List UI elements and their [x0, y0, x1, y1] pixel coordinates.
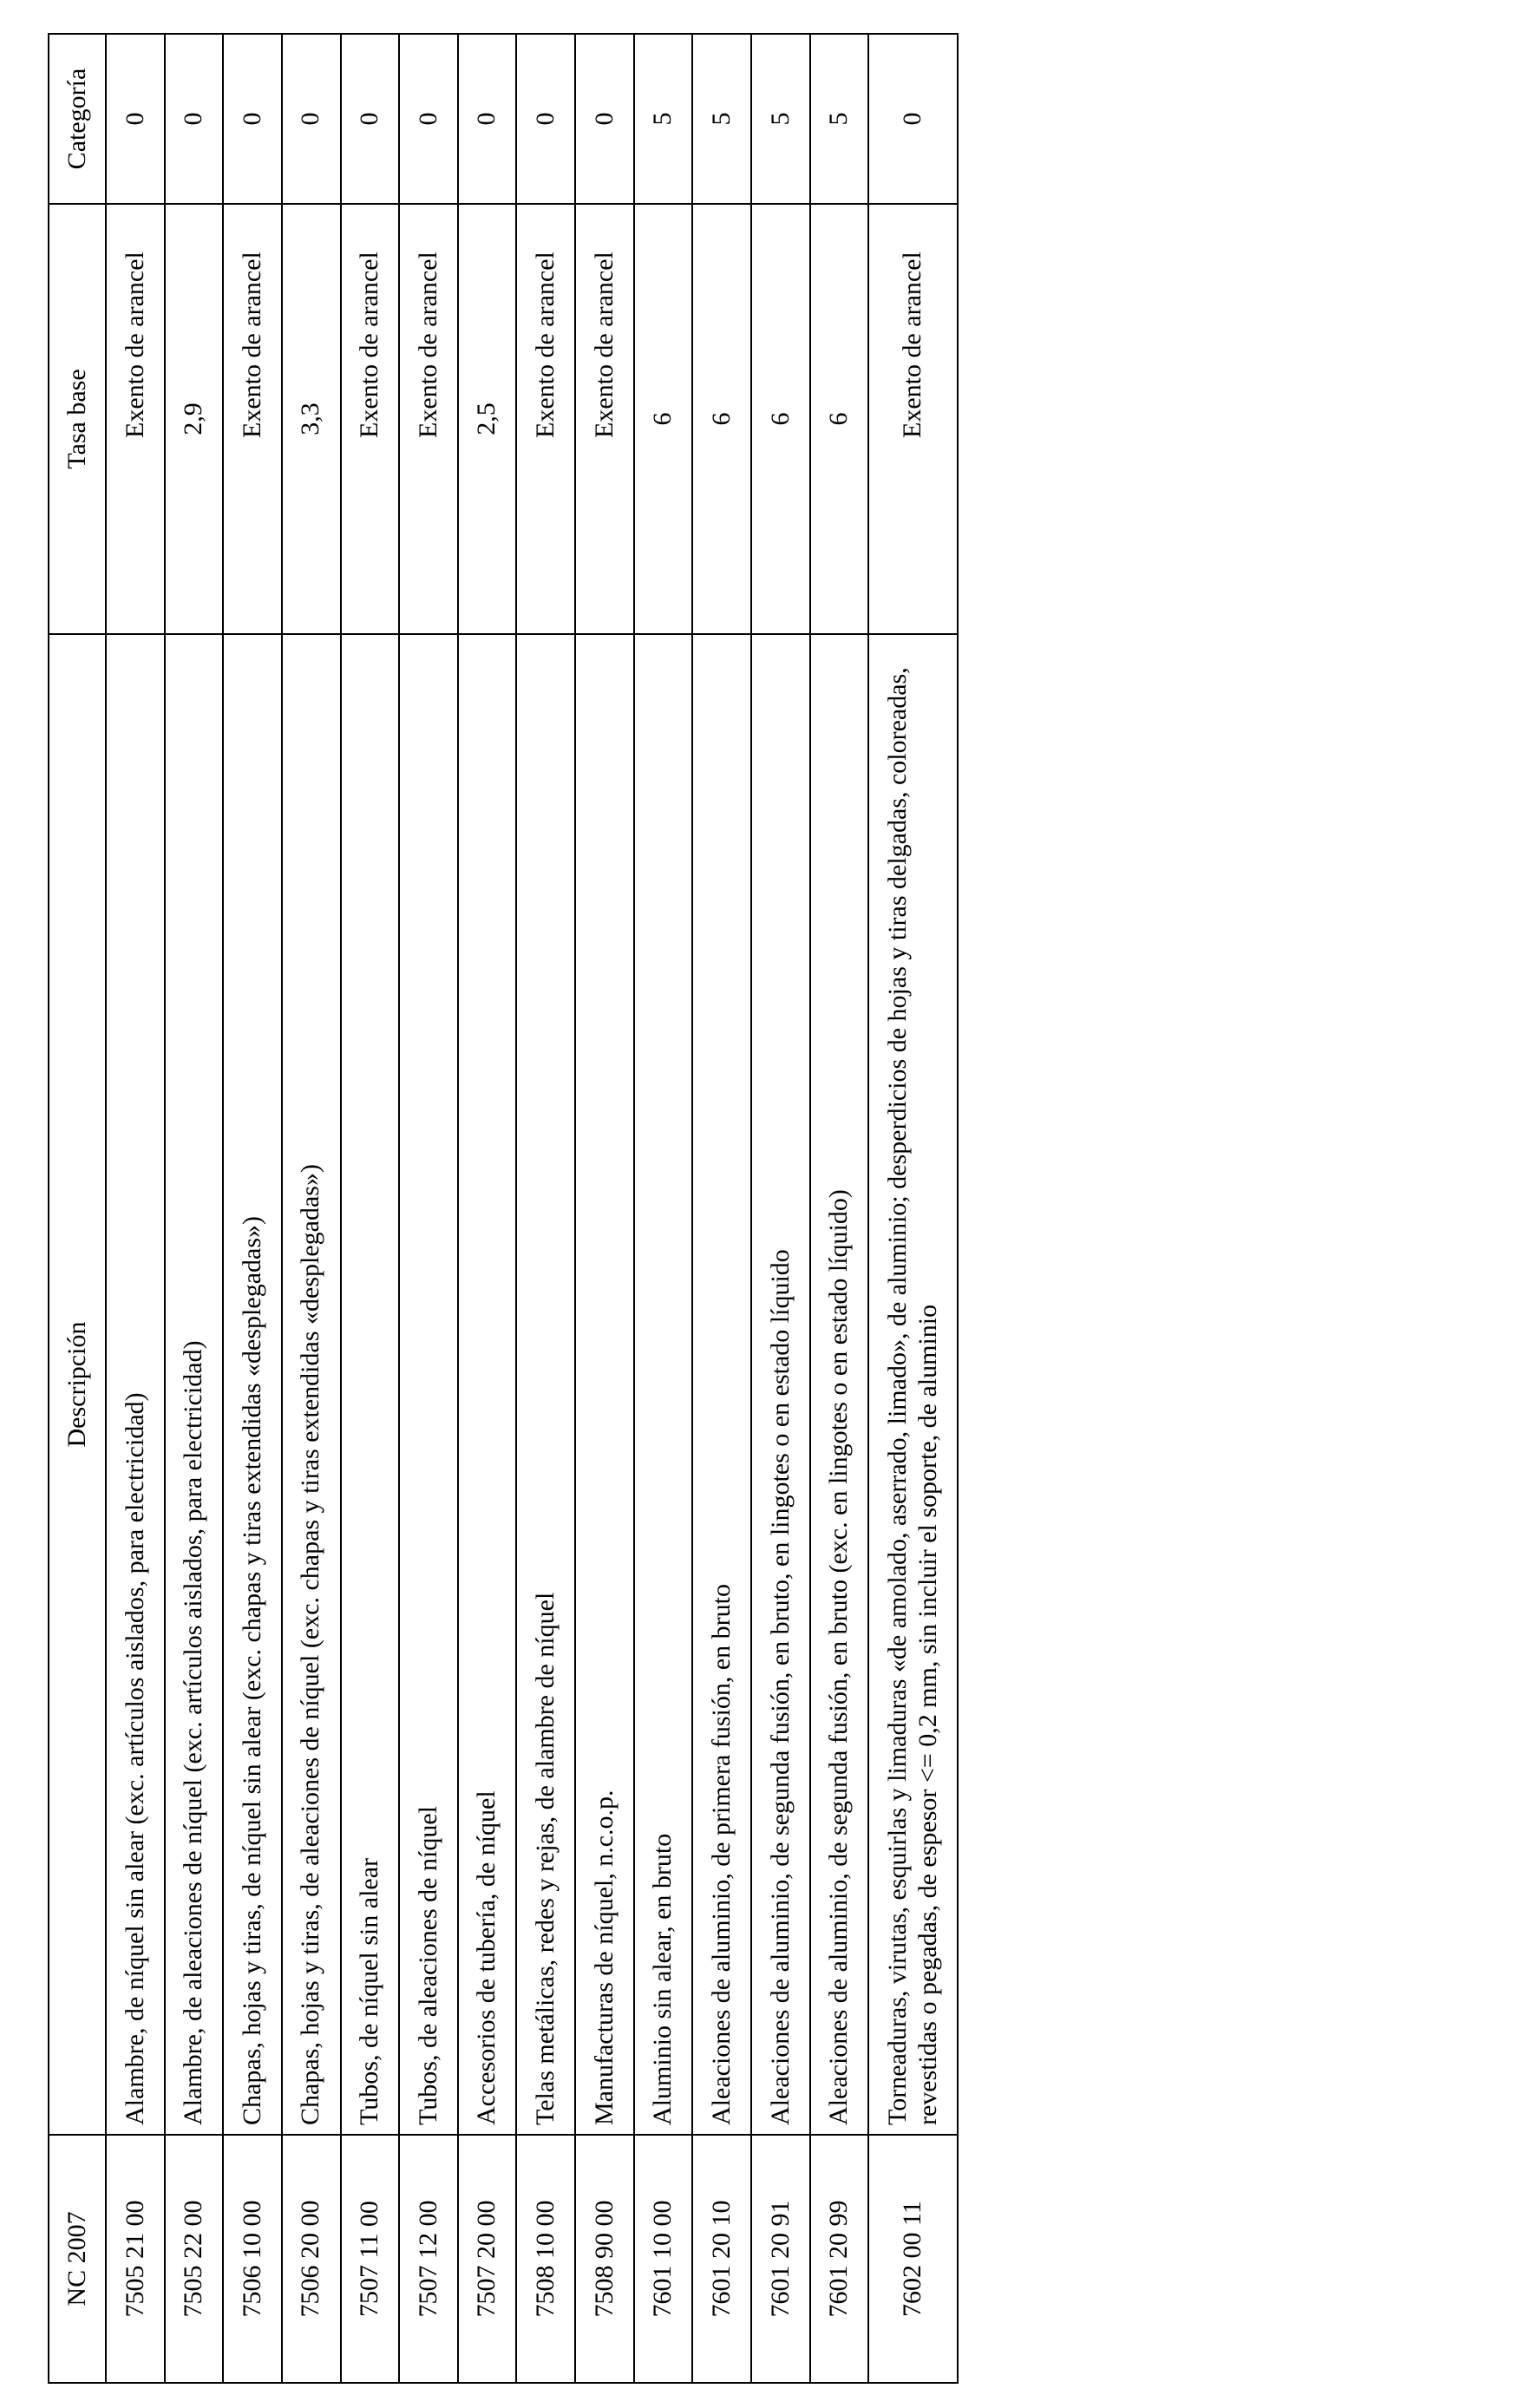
cell-categoria: 5 — [810, 34, 869, 204]
cell-tasa-base: Exento de arancel — [868, 204, 958, 634]
table-row — [399, 34, 458, 2383]
cell-nc: 7601 20 99 — [810, 2135, 869, 2383]
cell-descripcion: Torneaduras, virutas, esquirlas y limaduras «de amolado, aserrado, limado», de aluminio; desperdicios de hojas y tiras delgadas, coloreadas, revestidas o pegadas, de espesor <= 0,2 mm, sin incluir el soporte, de aluminio — [868, 634, 958, 2135]
table-header-row — [49, 34, 106, 2383]
cell-nc: 7506 10 00 — [223, 2135, 282, 2383]
cell-categoria: 0 — [106, 34, 165, 204]
table-row — [165, 34, 224, 2383]
cell-descripcion: Chapas, hojas y tiras, de aleaciones de níquel (exc. chapas y tiras extendidas «desplegadas») — [282, 634, 341, 2135]
cell-descripcion: Tubos, de níquel sin alear — [341, 634, 400, 2135]
table-row — [751, 34, 810, 2383]
tariff-table-rotated — [48, 35, 959, 2384]
cell-descripcion: Aleaciones de aluminio, de segunda fusión, en bruto, en lingotes o en estado líquido — [751, 634, 810, 2135]
cell-tasa-base: 3,3 — [282, 204, 341, 634]
table-row — [341, 34, 400, 2383]
cell-categoria: 0 — [516, 34, 575, 204]
cell-nc: 7505 22 00 — [165, 2135, 224, 2383]
cell-categoria: 0 — [282, 34, 341, 204]
cell-nc: 7508 10 00 — [516, 2135, 575, 2383]
table-row — [634, 34, 693, 2383]
cell-nc: 7601 10 00 — [634, 2135, 693, 2383]
cell-descripcion: Aluminio sin alear, en bruto — [634, 634, 693, 2135]
cell-tasa-base: Exento de arancel — [223, 204, 282, 634]
cell-categoria: 0 — [868, 34, 958, 204]
cell-tasa-base: Exento de arancel — [106, 204, 165, 634]
cell-nc: 7602 00 11 — [868, 2135, 958, 2383]
table-row — [282, 34, 341, 2383]
table-row — [575, 34, 634, 2383]
cell-descripcion: Tubos, de aleaciones de níquel — [399, 634, 458, 2135]
cell-nc: 7601 20 91 — [751, 2135, 810, 2383]
cell-tasa-base: 6 — [810, 204, 869, 634]
cell-descripcion: Chapas, hojas y tiras, de níquel sin alear (exc. chapas y tiras extendidas «desplegadas») — [223, 634, 282, 2135]
cell-tasa-base: 2,9 — [165, 204, 224, 634]
table-row — [106, 34, 165, 2383]
cell-categoria: 0 — [341, 34, 400, 204]
cell-categoria: 0 — [575, 34, 634, 204]
cell-nc: 7507 20 00 — [458, 2135, 517, 2383]
cell-descripcion: Alambre, de aleaciones de níquel (exc. artículos aislados, para electricidad) — [165, 634, 224, 2135]
cell-tasa-base: Exento de arancel — [575, 204, 634, 634]
table-row — [810, 34, 869, 2383]
cell-nc: 7601 20 10 — [692, 2135, 751, 2383]
cell-tasa-base: Exento de arancel — [399, 204, 458, 634]
header-categoria: Categoría — [49, 34, 106, 204]
table-row — [868, 34, 958, 2383]
cell-categoria: 0 — [458, 34, 517, 204]
table-row — [458, 34, 517, 2383]
cell-categoria: 5 — [751, 34, 810, 204]
cell-descripcion: Manufacturas de níquel, n.c.o.p. — [575, 634, 634, 2135]
cell-tasa-base: Exento de arancel — [341, 204, 400, 634]
cell-categoria: 0 — [165, 34, 224, 204]
cell-descripcion: Aleaciones de aluminio, de primera fusión, en bruto — [692, 634, 751, 2135]
cell-tasa-base: 6 — [751, 204, 810, 634]
cell-descripcion: Telas metálicas, redes y rejas, de alambre de níquel — [516, 634, 575, 2135]
cell-descripcion: Aleaciones de aluminio, de segunda fusión, en bruto (exc. en lingotes o en estado líquido) — [810, 634, 869, 2135]
table-row — [692, 34, 751, 2383]
cell-nc: 7506 20 00 — [282, 2135, 341, 2383]
table-row — [223, 34, 282, 2383]
header-descripcion: Descripción — [49, 634, 106, 2135]
cell-descripcion: Alambre, de níquel sin alear (exc. artículos aislados, para electricidad) — [106, 634, 165, 2135]
header-nc: NC 2007 — [49, 2135, 106, 2383]
cell-categoria: 0 — [399, 34, 458, 204]
cell-tasa-base: 6 — [692, 204, 751, 634]
table-row — [516, 34, 575, 2383]
cell-tasa-base: 6 — [634, 204, 693, 634]
cell-nc: 7507 12 00 — [399, 2135, 458, 2383]
cell-tasa-base: 2,5 — [458, 204, 517, 634]
cell-descripcion: Accesorios de tubería, de níquel — [458, 634, 517, 2135]
header-tasa-base: Tasa base — [49, 204, 106, 634]
cell-nc: 7507 11 00 — [341, 2135, 400, 2383]
cell-categoria: 0 — [223, 34, 282, 204]
cell-tasa-base: Exento de arancel — [516, 204, 575, 634]
cell-nc: 7508 90 00 — [575, 2135, 634, 2383]
tariff-table — [48, 33, 959, 2384]
cell-nc: 7505 21 00 — [106, 2135, 165, 2383]
cell-categoria: 5 — [692, 34, 751, 204]
cell-categoria: 5 — [634, 34, 693, 204]
